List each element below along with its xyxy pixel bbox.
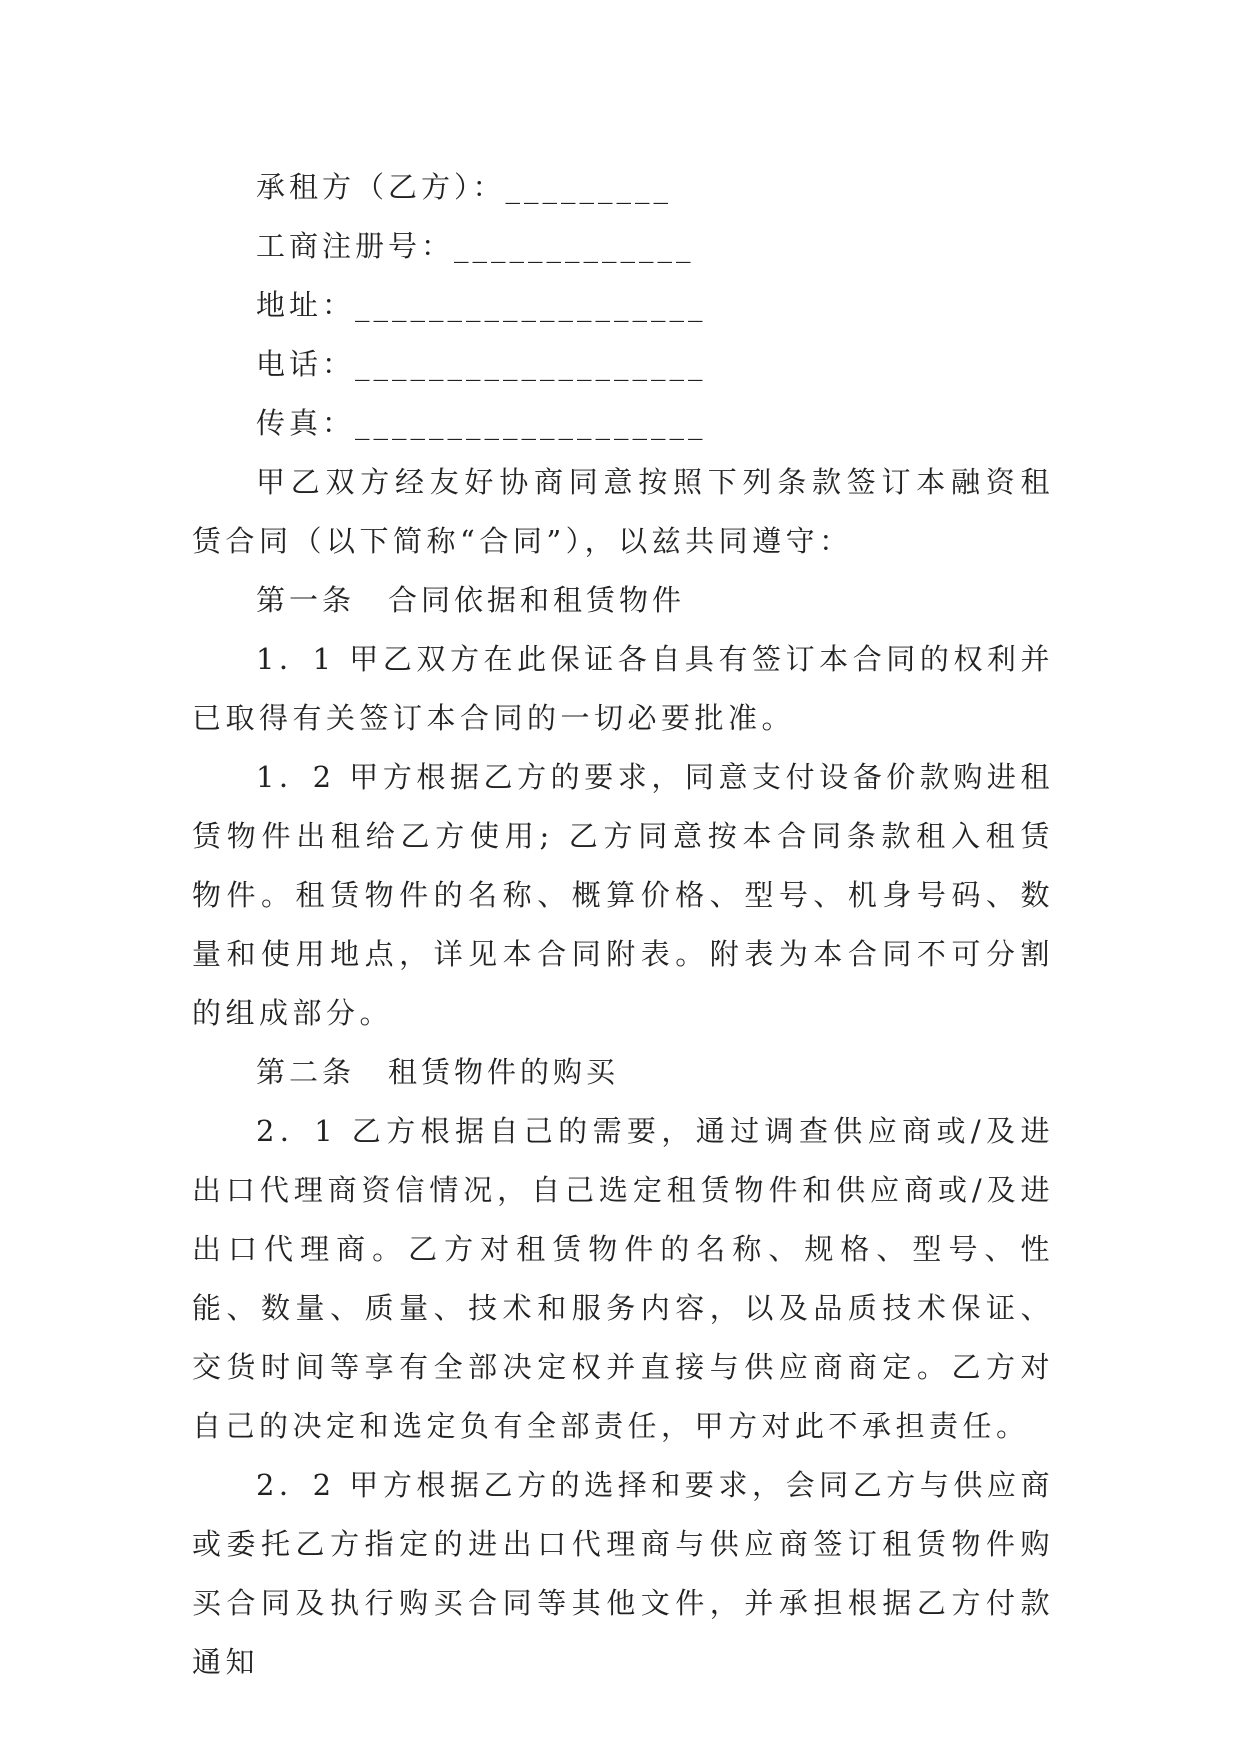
registration-number-label: 工商注册号： [256, 229, 455, 263]
lessee-blank: _________ [505, 170, 673, 204]
fax-blank: ___________________ [355, 406, 707, 440]
clause-1-1: 1．1 甲乙双方在此保证各自具有签订本合同的权利并已取得有关签订本合同的一切必要批准。 [192, 642, 1054, 735]
intro-paragraph: 甲乙双方经友好协商同意按照下列条款签订本融资租赁合同（以下简称“合同”），以兹共同遵守： [192, 465, 1054, 558]
registration-number-field [192, 217, 1054, 276]
address-label: 地址： [256, 288, 356, 322]
lessee-field [192, 158, 1054, 217]
lessee-label: 承租方（乙方）： [256, 170, 506, 204]
address-blank: ___________________ [355, 288, 707, 322]
clause-1-2: 1．2 甲方根据乙方的要求，同意支付设备价款购进租赁物件出租给乙方使用; 乙方同意按本合同条款租入租赁物件。租赁物件的名称、概算价格、型号、机身号码、数量和使用地点，详见本合同附表。附表为本合同不可分割的组成部分。 [192, 760, 1054, 1030]
phone-blank: ___________________ [355, 347, 707, 381]
clause-2-2: 2．2 甲方根据乙方的选择和要求，会同乙方与供应商或委托乙方指定的进出口代理商与供应商签订租赁物件购买合同及执行购买合同等其他文件，并承担根据乙方付款通知 [192, 1468, 1054, 1679]
fax-field [192, 394, 1054, 453]
phone-label: 电话： [256, 347, 356, 381]
address-field [192, 276, 1054, 335]
article-1-heading: 第一条 合同依据和租赁物件 [256, 583, 686, 617]
phone-field [192, 335, 1054, 394]
clause-2-1: 2．1 乙方根据自己的需要，通过调查供应商或/及进出口代理商资信情况，自己选定租赁物件和供应商或/及进出口代理商。乙方对租赁物件的名称、规格、型号、性能、数量、质量、技术和服务内容，以及品质技术保证、交货时间等享有全部决定权并直接与供应商商定。乙方对自己的决定和选定负有全部责任，甲方对此不承担责任。 [192, 1114, 1054, 1443]
article-2-heading: 第二条 租赁物件的购买 [256, 1055, 620, 1089]
registration-number-blank: _____________ [454, 229, 695, 263]
document-body [192, 158, 1054, 1692]
fax-label: 传真： [256, 406, 356, 440]
